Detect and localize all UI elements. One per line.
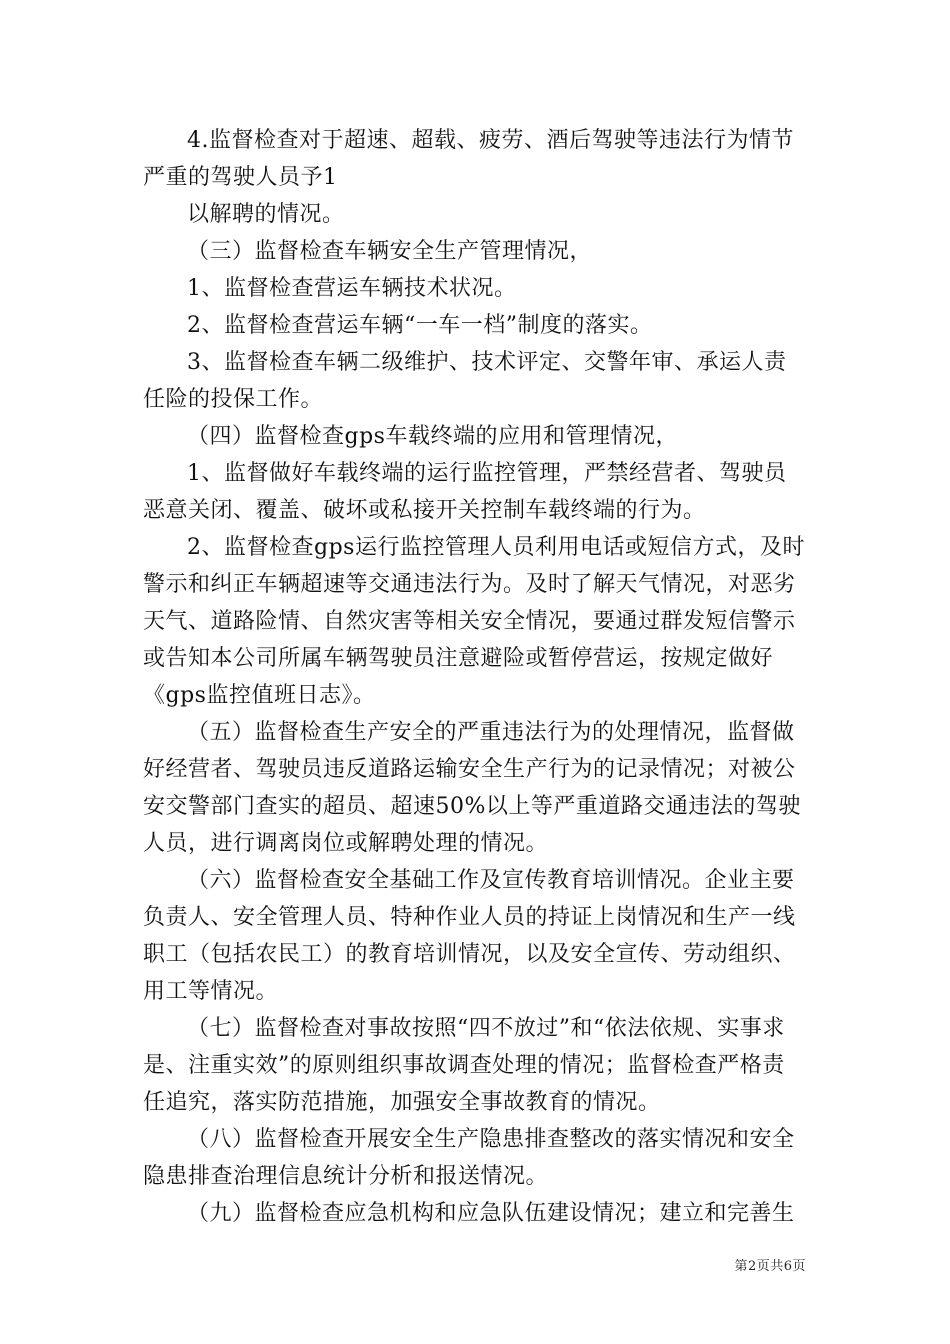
paragraph: 3、监督检查车辆二级维护、技术评定、交警年审、承运人责任险的投保工作。 bbox=[143, 350, 787, 412]
paragraph: （九）监督检查应急机构和应急队伍建设情况；建立和完善生 bbox=[187, 1201, 795, 1226]
paragraph: 1、监督做好车载终端的运行监控管理，严禁经营者、驾驶员恶意关闭、覆盖、破坏或私接开关控制车载终端的行为。 bbox=[143, 461, 787, 523]
paragraph: 2、监督检查gps运行监控管理人员利用电话或短信方式，及时警示和纠正车辆超速等交通违法行为。及时了解天气情况，对恶劣天气、道路险情、自然灾害等相关安全情况，要通过群发短信警示或告知本公司所属车辆驾驶员注意避险或暂停营运，按规定做好《gps监控值班日志》。 bbox=[143, 535, 805, 708]
paragraph: （三）监督检查车辆安全生产管理情况， bbox=[187, 239, 593, 264]
paragraph: （六）监督检查安全基础工作及宣传教育培训情况。企业主要负责人、安全管理人员、特种作业人员的持证上岗情况和生产一线职工（包括农民工）的教育培训情况，以及安全宣传、劳动组织、用工等情况。 bbox=[143, 868, 796, 1004]
paragraph: （四）监督检查gps车载终端的应用和管理情况， bbox=[187, 424, 678, 449]
paragraph: （五）监督检查生产安全的严重违法行为的处理情况，监督做好经营者、驾驶员违反道路运输安全生产行为的记录情况；对被公安交警部门查实的超员、超速50%以上等严重道路交通违法的驾驶人员，进行调离岗位或解聘处理的情况。 bbox=[143, 720, 801, 856]
paragraph: （七）监督检查对事故按照“四不放过”和“依法依规、实事求是、注重实效”的原则组织事故调查处理的情况；监督检查严格责任追究，落实防范措施，加强安全事故教育的情况。 bbox=[143, 1016, 785, 1115]
paragraph: 以解聘的情况。 bbox=[187, 202, 345, 227]
paragraph: （八）监督检查开展安全生产隐患排查整改的落实情况和安全隐患排查治理信息统计分析和报送情况。 bbox=[143, 1127, 795, 1189]
paragraph: 1、监督检查营运车辆技术状况。 bbox=[187, 276, 517, 301]
paragraph: 2、监督检查营运车辆“一车一档”制度的落实。 bbox=[187, 313, 653, 338]
paragraph: 4.监督检查对于超速、超载、疲劳、酒后驾驶等违法行为情节严重的驾驶人员予1 bbox=[143, 128, 794, 190]
page-number: 第2页共6页 bbox=[734, 1259, 806, 1274]
